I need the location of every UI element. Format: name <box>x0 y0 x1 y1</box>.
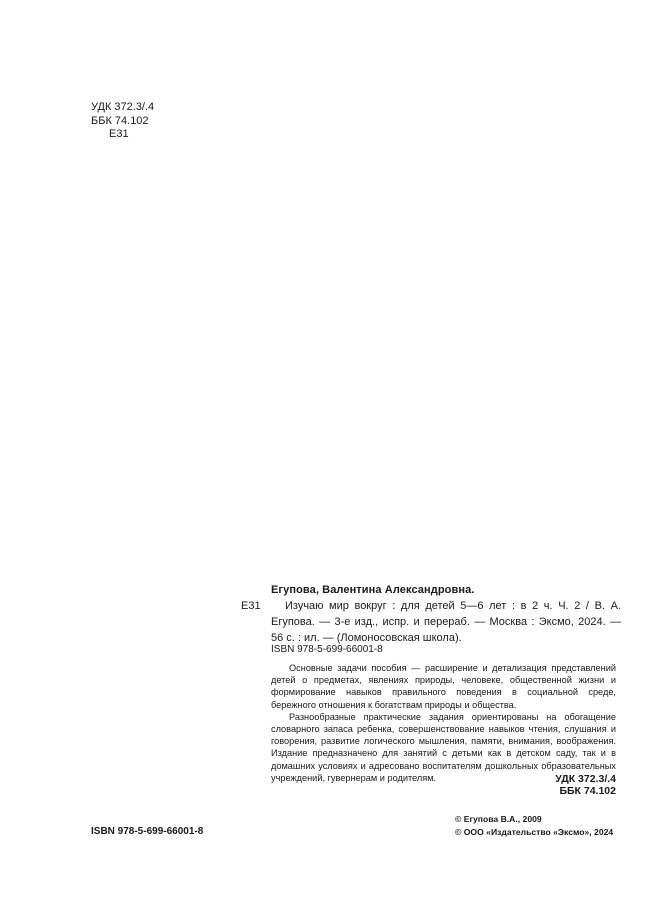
bottom-classification-codes <box>516 773 616 797</box>
annotation-paragraph-2: Разнообразные практические задания ориентированы на обогащение словарного запаса ребенка, совершенствование навыков чтения, слушания и говорения, развитие логического мышления, памяти, внимания, воображения. Издание предназначено для занятий с детьми как в детском саду, так и в домашних условиях и адресовано воспитателям дошкольных образовательных учреждений, гувернерам и родителям. <box>271 711 616 783</box>
copyright-block <box>455 813 613 839</box>
udk-code-bottom: УДК 372.3/.4 <box>555 773 616 785</box>
footer-isbn: ISBN 978-5-699-66001-8 <box>91 826 204 837</box>
bibliographic-record <box>271 582 621 646</box>
bbk-code-bottom: ББК 74.102 <box>559 785 616 797</box>
record-description: Изучаю мир вокруг : для детей 5—6 лет : в 2 ч. Ч. 2 / В. А. Егупова. — 3-е изд., испр. и перераб. — Москва : Эксмо, 2024. — 56 с. : ил. — (Ломоносовская школа). <box>271 600 621 644</box>
copyright-publisher: © ООО «Издательство «Эксмо», 2024 <box>455 827 614 837</box>
record-author-mark: Е31 <box>241 600 261 612</box>
udk-code-top: УДК 372.3/.4 <box>91 101 155 113</box>
author-mark-top: Е31 <box>109 128 129 140</box>
annotation-paragraph-1: Основные задачи пособия — расширение и детализация представлений детей о предметах, явлениях природы, человеке, общественной жизни и формирование навыков правильного поведения в социальной среде, бережного отношения к богатствам природы и общества. <box>271 663 616 710</box>
top-classification-codes <box>91 101 154 142</box>
record-isbn: ISBN 978-5-699-66001-8 <box>271 644 383 655</box>
bbk-code-top: ББК 74.102 <box>91 114 149 127</box>
record-author: Егупова, Валентина Александровна. <box>271 584 475 596</box>
annotation <box>271 662 616 784</box>
copyright-author: © Егупова В.А., 2009 <box>455 814 542 824</box>
